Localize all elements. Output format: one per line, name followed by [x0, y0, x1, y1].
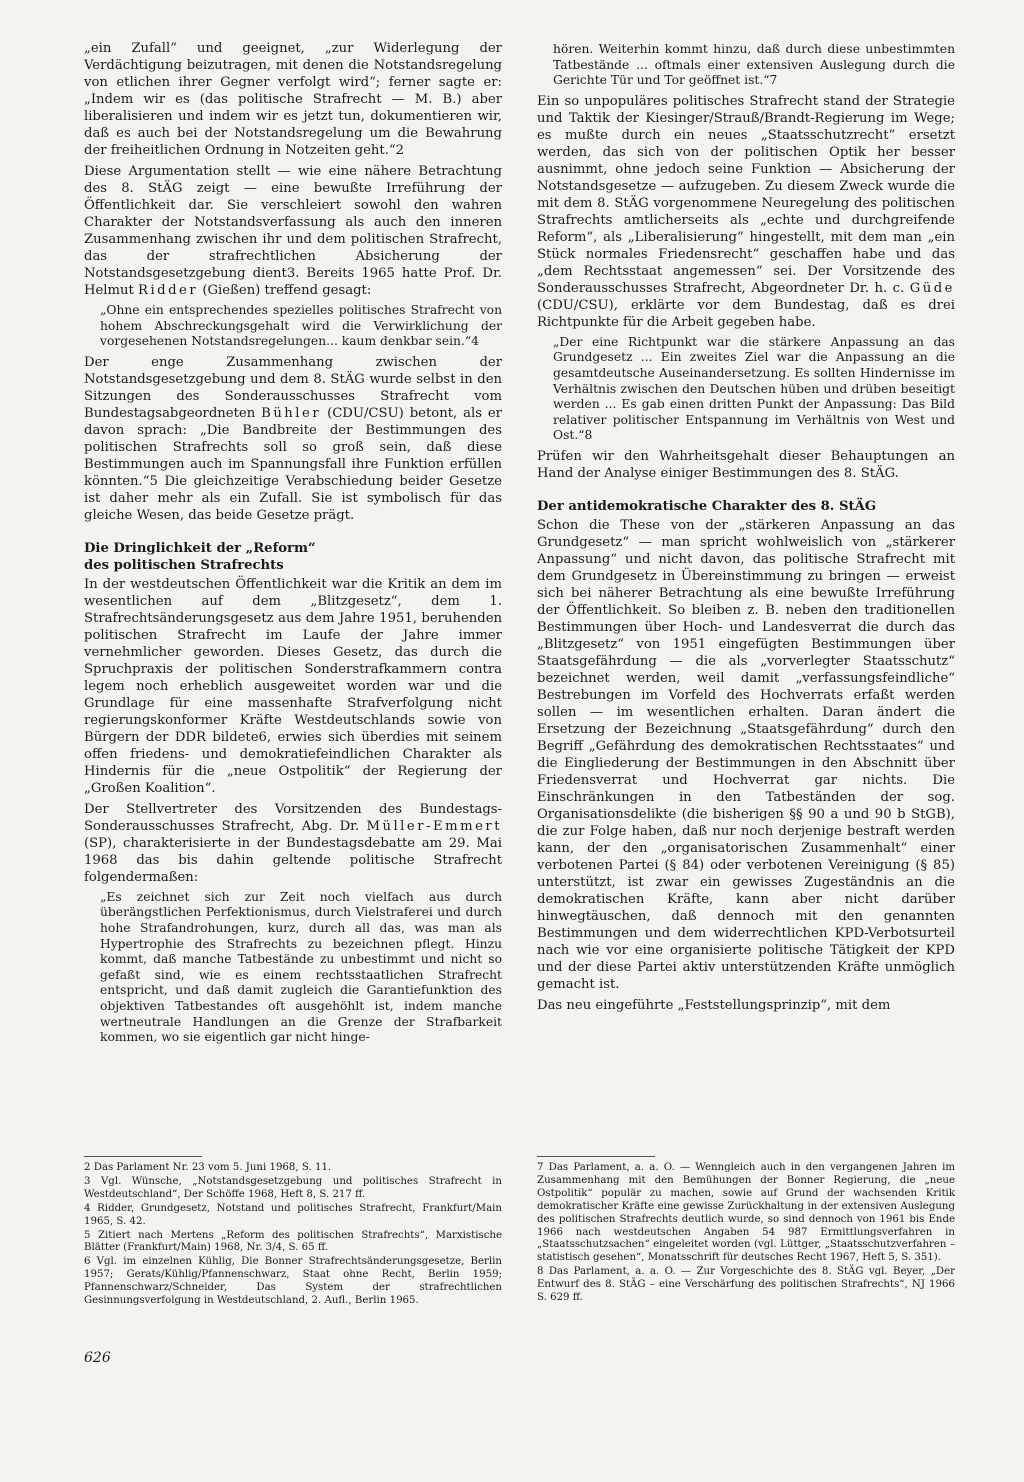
block-quote: „Der eine Richtpunkt war die stärkere Anpassung an das Grundgesetz ... Ein zweites Ziel war die Anpassung an die gesamtdeutsche Auseinandersetzung. Es sollten Hindernisse im Verhältnis zwischen den Deutschen hüben und drüben beseitigt werden ... Es gab einen dritten Punkt der Anpassung: Das Bild relativer politischer Entspannung im Verhältnis von West und Ost.“8 [553, 334, 955, 443]
spaced-name: Bühler [261, 405, 322, 421]
paragraph: Schon die These von der „stärkeren Anpassung an das Grundgesetz“ — man spricht wohlweislich von „stärkerer Anpassung“ und nicht davon, das politische Strafrecht mit dem Grundgesetz in Übereinstimmung zu bringen — erweist sich bei näherer Betrachtung als eine bewußte Irreführung der Öffentlichkeit. So bleiben z. B. neben den traditionellen Bestimmungen über Hoch- und Landesverrat die durch das „Blitzgesetz“ von 1951 eingefügten Bestimmungen über Staatsgefährdung — die als „vorverlegter Staatsschutz“ bezeichnet werden, weil damit „verfassungsfeindliche“ Bestrebungen im Vorfeld des Hochverrats erfaßt werden sollen — im wesentlichen erhalten. Daran ändert die Ersetzung der Bezeichnung „Staatsgefährdung“ durch den Begriff „Gefährdung des demokratischen Rechtsstaates“ und die Eingliederung der Bestimmungen in den Abschnitt über Friedensverrat und Hochverrat gar nichts. Die Einschränkungen in den Tatbeständen der sog. Organisationsdelikte (die bisherigen §§ 90 a und 90 b StGB), die zur Folge haben, daß nur noch derjenige bestraft werden kann, der den „organisatorischen Zusammenhalt“ einer verbotenen Partei (§ 84) oder verbotenen Vereinigung (§ 85) unterstützt, ist zwar ein gewisses Zugeständnis an die demokratischen Kräfte, kann aber nicht darüber hinwegtäuschen, daß dennoch mit den genannten Bestimmungen und dem widerrechtlichen KPD-Verbotsurteil nach wie vor eine organisierte politische Tätigkeit der KPD und der diese Partei aktiv unterstützenden Kräfte unmöglich gemacht ist. [537, 517, 955, 992]
footnote: 4 Ridder, Grundgesetz, Notstand und politisches Strafrecht, Frankfurt/Main 1965, S. 42. [84, 1202, 502, 1227]
left-column [84, 40, 502, 1050]
paragraph: Das neu eingeführte „Feststellungsprinzip“, mit dem [537, 997, 891, 1013]
footnotes-right [537, 1162, 955, 1306]
block-quote: „Ohne ein entsprechendes spezielles politisches Strafrecht von hohem Abschreckungsgehalt wird die Verwirklichung der vorgesehenen Notstandsregelungen... kaum denkbar sein.“4 [100, 303, 502, 349]
section-heading: Die Dringlichkeit der „Reform“ des politischen Strafrechts [84, 540, 316, 573]
paragraph: In der westdeutschen Öffentlichkeit war die Kritik an dem im wesentlichen auf dem „Blitzgesetz“, dem 1. Strafrechtsänderungsgesetz aus dem Jahre 1951, beruhenden politischen Strafrecht im Laufe der Jahre immer vernehmlicher geworden. Dieses Gesetz, das durch die Spruchpraxis der politischen Sonderstrafkammern contra legem noch erheblich ausgeweitet worden war und die Grundlage für eine massenhafte Strafverfolgung nicht regierungskonformer Kräfte Westdeutschlands sowie von Bürgern der DDR bildete6, erwies sich überdies mit seinem offen friedens- und demokratiefeindlichen Charakter als Hindernis für die „neue Ostpolitik“ der Regierung der „Großen Koalition“. [84, 576, 502, 796]
paragraph: Der Stellvertreter des Vorsitzenden des Bundestags-Sonderausschusses Strafrecht, Abg. Dr. Müller-Emmert (SP), charakterisierte in der Bundestagsdebatte am 29. Mai 1968 das bis dahin geltende politische Strafrecht folgendermaßen: [84, 801, 502, 885]
block-quote: „Es zeichnet sich zur Zeit noch vielfach aus durch überängstlichen Perfektionismus, durch Vielstraferei und durch hohe Strafandrohungen, kurz, durch all das, was man als Hypertrophie des Strafrechts zu bezeichnen pflegt. Hinzu kommt, daß manche Tatbestände zu unbestimmt und nicht so gefaßt sind, wie es einem rechtsstaatlichen Strafrecht entspricht, und daß damit zugleich die Garantiefunktion des objektiven Tatbestandes oft ausgehöhlt ist, indem manche wertneutrale Handlungen an die Grenze der Strafbarkeit kommen, wo sie eigentlich gar nicht hinge- [100, 889, 502, 1045]
spaced-name: Güde [909, 280, 955, 296]
footnote-divider [537, 1156, 655, 1157]
footnote: 6 Vgl. im einzelnen Kühlig, Die Bonner Strafrechtsänderungsgesetze, Berlin 1957; Gerats/Kühlig/Pfannenschwarz, Staat ohne Recht, Berlin 1959; Pfannenschwarz/Schneider, Das System der strafrechtlichen Gesinnungsverfolgung in Westdeutschland, 2. Aufl., Berlin 1965. [84, 1256, 502, 1307]
paragraph: „ein Zufall“ und geeignet, „zur Widerlegung der Verdächtigung beizutragen, mit denen die Notstandsregelung von etlichen ihrer Gegner verfolgt wird“; ferner sagte er: „Indem wir es (das politische Strafrecht — M. B.) aber liberalisieren und indem wir es jetzt tun, dokumentieren wir, daß es auch bei der Notstandsregelung um die Bewahrung der freiheitlichen Ordnung in Notzeiten geht.“2 [84, 41, 502, 158]
footnote-divider [84, 1156, 202, 1157]
paragraph: Prüfen wir den Wahrheitsgehalt dieser Behauptungen an Hand der Analyse einiger Bestimmungen des 8. StÄG. [537, 448, 955, 481]
paragraph: Ein so unpopuläres politisches Strafrecht stand der Strategie und Taktik der Kiesinger/Strauß/Brandt-Regierung im Wege; es mußte durch ein neues „Staatsschutzrecht“ ersetzt werden, das sich von der politischen Optik her besser ausnimmt, ohne jedoch seine Funktion — Absicherung der Notstandsgesetze — aufzugeben. Zu diesem Zweck wurde die mit dem 8. StÄG vorgenommene Neuregelung des politischen Strafrechts amtlicherseits als „echte und durchgreifende Reform“, als „Liberalisierung“ hingestellt, mit dem man „ein Stück normales Friedensrecht“ geschaffen habe und das „dem Rechtsstaat angemessen“ sei. Der Vorsitzende des Sonderausschusses Strafrecht, Abgeordneter Dr. h. c. Güde (CDU/CSU), erklärte vor dem Bundestag, daß es drei Richtpunkte für die Arbeit gegeben habe. [537, 93, 955, 330]
paragraph: Diese Argumentation stellt — wie eine nähere Betrachtung des 8. StÄG zeigt — eine bewußte Irreführung der Öffentlichkeit dar. Sie verschleiert sowohl den wahren Charakter der Notstandsverfassung als auch den inneren Zusammenhang zwischen ihr und dem politischen Strafrecht, das der strafrechtlichen Absicherung der Notstandsgesetzgebung dient3. Bereits 1965 hatte Prof. Dr. Helmut Ridder (Gießen) treffend gesagt: [84, 164, 502, 298]
block-quote: hören. Weiterhin kommt hinzu, daß durch diese unbestimmten Tatbestände ... oftmals einer extensiven Auslegung durch die Gerichte Tür und Tor geöffnet ist.“7 [553, 42, 955, 88]
spaced-name: Ridder [138, 283, 199, 298]
footnote: 2 Das Parlament Nr. 23 vom 5. Juni 1968, S. 11. [84, 1162, 332, 1173]
footnote: 3 Vgl. Wünsche, „Notstandsgesetzgebung und politisches Strafrecht in Westdeutschland“, Der Schöffe 1968, Heft 8, S. 217 ff. [84, 1175, 502, 1200]
footnotes-left [84, 1162, 502, 1309]
paragraph: Der enge Zusammenhang zwischen der Notstandsgesetzgebung und dem 8. StÄG wurde selbst in den Sitzungen des Sonderausschusses Strafrecht vom Bundestagsabgeordneten Bühler (CDU/CSU) betont, als er davon sprach: „Die Bandbreite der Bestimmungen des politischen Strafrechts soll so groß sein, daß diese Bestimmungen auch im Spannungsfall ihre Funktion erfüllen könnten.“5 Die gleichzeitige Verabschiedung beider Gesetze ist daher mehr als ein Zufall. Sie ist symbolisch für das gleiche Wesen, das beide Gesetze prägt. [84, 354, 502, 523]
footnote: 8 Das Parlament, a. a. O. — Zur Vorgeschichte des 8. StÄG vgl. Beyer, „Der Entwurf des 8. StÄG – eine Verschärfung des politischen Strafrechts“, NJ 1966 S. 629 ff. [537, 1266, 955, 1304]
section-heading: Der antidemokratische Charakter des 8. StÄG [537, 498, 877, 514]
spaced-name: Müller-Emmert [366, 818, 502, 834]
footnote: 5 Zitiert nach Mertens „Reform des politischen Strafrechts“, Marxistische Blätter (Frankfurt/Main) 1968, Nr. 3/4, S. 65 ff. [84, 1229, 502, 1254]
right-column [537, 40, 955, 1018]
page-number: 626 [84, 1350, 111, 1366]
footnote: 7 Das Parlament, a. a. O. — Wenngleich auch in den vergangenen Jahren im Zusammenhang mit den Bemühungen der Bonner Regierung, die „neue Ostpolitik“ populär zu machen, sowie auf Grund der wachsenden Kritik demokratischer Kräfte eine gewisse Zurückhaltung in der extensiven Auslegung des politischen Strafrechts deutlich wurde, so sind dennoch von 1961 bis Ende 1966 nach westdeutschen Angaben 54 987 Ermittlungsverfahren in „Staatsschutzsachen“ eingeleitet worden (vgl. Lüttger, „Staatsschutzverfahren – statistisch gesehen“, Monatsschrift für deutsches Recht 1967, Heft 5, S. 351). [537, 1162, 955, 1264]
